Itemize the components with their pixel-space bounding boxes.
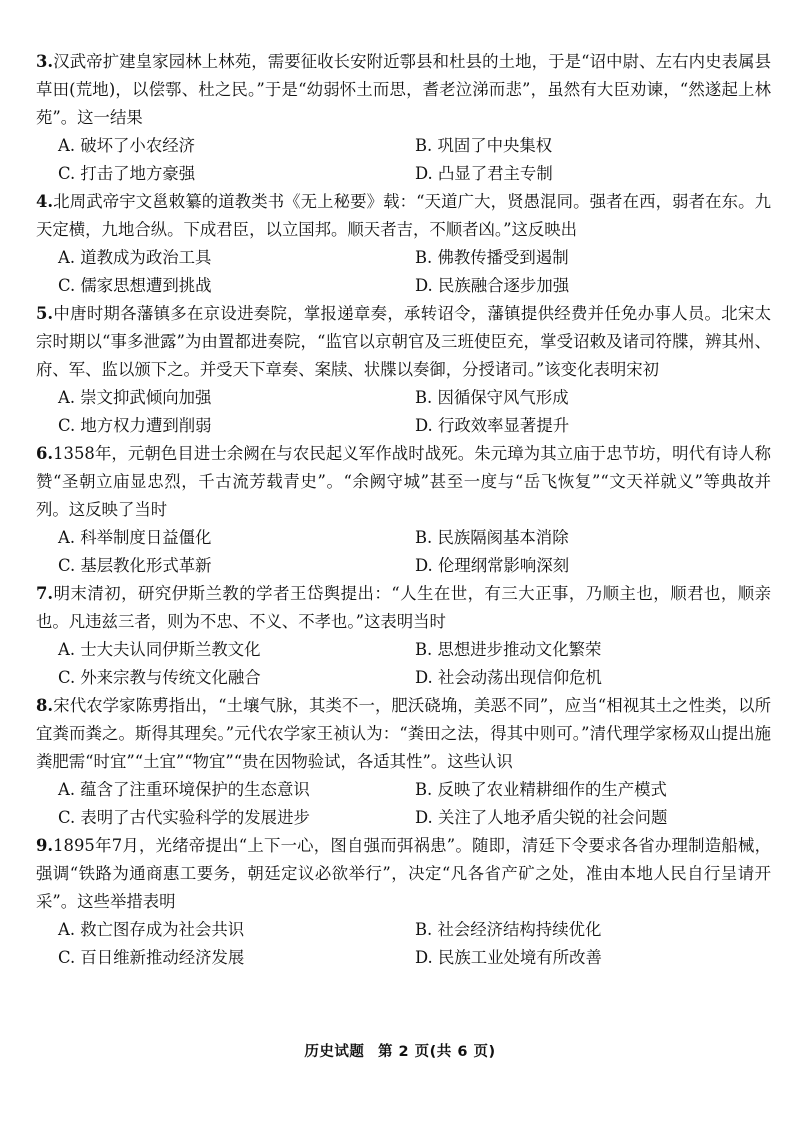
option-c: C. 外来宗教与传统文化融合 [58, 668, 261, 687]
option-d: D. 社会动荡出现信仰危机 [415, 668, 602, 687]
question-text: 中唐时期各藩镇多在京设进奏院，掌报递章奏，承转诏令，藩镇提供经费并任免办事人员。北宋太宗时期以“事多泄露”为由置都进奏院，“监官以京朝官及三班使臣充，掌受诏敕及诸司符牒，辨其州、府、军、监以颁下之。并受天下章奏、案牍、状牒以奏御，分授诸司。”该变化表明宋初 [36, 304, 771, 379]
option-c: C. 地方权力遭到削弱 [58, 416, 212, 435]
option-a: A. 蕴含了注重环境保护的生态意识 [58, 780, 310, 799]
question-5 [36, 300, 771, 440]
question-number: 7. [36, 584, 54, 603]
question-number: 3. [36, 52, 54, 71]
page-footer [0, 1040, 800, 1061]
question-number: 8. [36, 696, 54, 715]
option-c: C. 表明了古代实验科学的发展进步 [58, 808, 310, 827]
option-a: A. 道教成为政治工具 [58, 248, 212, 267]
option-b: B. 社会经济结构持续优化 [415, 920, 602, 939]
question-8 [36, 692, 771, 832]
option-d: D. 凸显了君主专制 [415, 164, 553, 183]
question-4 [36, 188, 771, 300]
options [36, 636, 771, 692]
options [36, 916, 771, 972]
question-6 [36, 440, 771, 580]
footer-subject: 历史试题 [304, 1044, 365, 1060]
question-7 [36, 580, 771, 692]
option-a: A. 崇文抑武倾向加强 [58, 388, 212, 407]
options [36, 776, 771, 832]
option-a: A. 破坏了小农经济 [58, 136, 195, 155]
option-a: A. 科举制度日益僵化 [58, 528, 212, 547]
options [36, 244, 771, 300]
question-stem [36, 832, 771, 916]
question-number: 6. [36, 444, 54, 463]
exam-page [36, 48, 771, 972]
question-text: 1358年，元朝色目进士余阙在与农民起义军作战时战死。朱元璋为其立庙于忠节坊，明代有诗人称赞“圣朝立庙显忠烈，千古流芳载青史”。“余阙守城”甚至一度与“岳飞恢复”“文天祥就义”等典故并列。这反映了当时 [36, 444, 771, 519]
question-stem [36, 300, 771, 384]
option-d: D. 伦理纲常影响深刻 [415, 556, 570, 575]
options [36, 132, 771, 188]
option-a: A. 救亡图存成为社会共识 [58, 920, 245, 939]
option-a: A. 士大夫认同伊斯兰教文化 [58, 640, 261, 659]
question-stem [36, 48, 771, 132]
option-d: D. 民族融合逐步加强 [415, 276, 570, 295]
option-b: B. 思想进步推动文化繁荣 [415, 640, 602, 659]
option-d: D. 民族工业处境有所改善 [415, 948, 602, 967]
question-3 [36, 48, 771, 188]
question-stem [36, 188, 771, 244]
option-d: D. 行政效率显著提升 [415, 416, 570, 435]
option-c: C. 打击了地方豪强 [58, 164, 196, 183]
option-b: B. 因循保守风气形成 [415, 388, 569, 407]
option-c: C. 百日维新推动经济发展 [58, 948, 245, 967]
question-stem [36, 580, 771, 636]
question-text: 宋代农学家陈旉指出，“土壤气脉，其类不一，肥沃硗埆，美恶不同”，应当“相视其土之性类，以所宜粪而粪之。斯得其理矣。”元代农学家王祯认为：“粪田之法，得其中则可。”清代理学家杨双山提出施粪肥需“时宜”“土宜”“物宜”“贵在因物验试，各适其性”。这些认识 [36, 696, 771, 771]
footer-page-number: 第 2 页(共 6 页) [377, 1044, 496, 1060]
question-text: 明末清初，研究伊斯兰教的学者王岱舆提出：“人生在世，有三大正事，乃顺主也，顺君也，顺亲也。凡违兹三者，则为不忠、不义、不孝也。”这表明当时 [36, 584, 771, 631]
question-text: 北周武帝宇文邕敕纂的道教类书《无上秘要》载：“天道广大，贤愚混同。强者在西，弱者在东。九天定横，九地合纵。下成君臣，以立国邦。顺天者吉，不顺者凶。”这反映出 [36, 192, 771, 239]
question-stem [36, 440, 771, 524]
option-d: D. 关注了人地矛盾尖锐的社会问题 [415, 808, 668, 827]
option-c: C. 基层教化形式革新 [58, 556, 212, 575]
option-c: C. 儒家思想遭到挑战 [58, 276, 212, 295]
question-number: 9. [36, 836, 54, 855]
option-b: B. 反映了农业精耕细作的生产模式 [415, 780, 667, 799]
question-text: 汉武帝扩建皇家园林上林苑，需要征收长安附近鄠县和杜县的土地，于是“诏中尉、左右内史表属县草田(荒地)，以偿鄠、杜之民。”于是“幼弱怀土而思，耆老泣涕而悲”，虽然有大臣劝谏，“然遂起上林苑”。这一结果 [36, 52, 771, 127]
question-9 [36, 832, 771, 972]
options [36, 384, 771, 440]
option-b: B. 佛教传播受到遏制 [415, 248, 569, 267]
question-number: 4. [36, 192, 54, 211]
question-stem [36, 692, 771, 776]
question-number: 5. [36, 304, 54, 323]
option-b: B. 巩固了中央集权 [415, 136, 553, 155]
option-b: B. 民族隔阂基本消除 [415, 528, 569, 547]
options [36, 524, 771, 580]
question-text: 1895年7月，光绪帝提出“上下一心，图自强而弭祸患”。随即，清廷下令要求各省办理制造船械，强调“铁路为通商惠工要务，朝廷定议必欲举行”，决定“凡各省产矿之处，准由本地人民自行呈请开采”。这些举措表明 [36, 836, 771, 911]
